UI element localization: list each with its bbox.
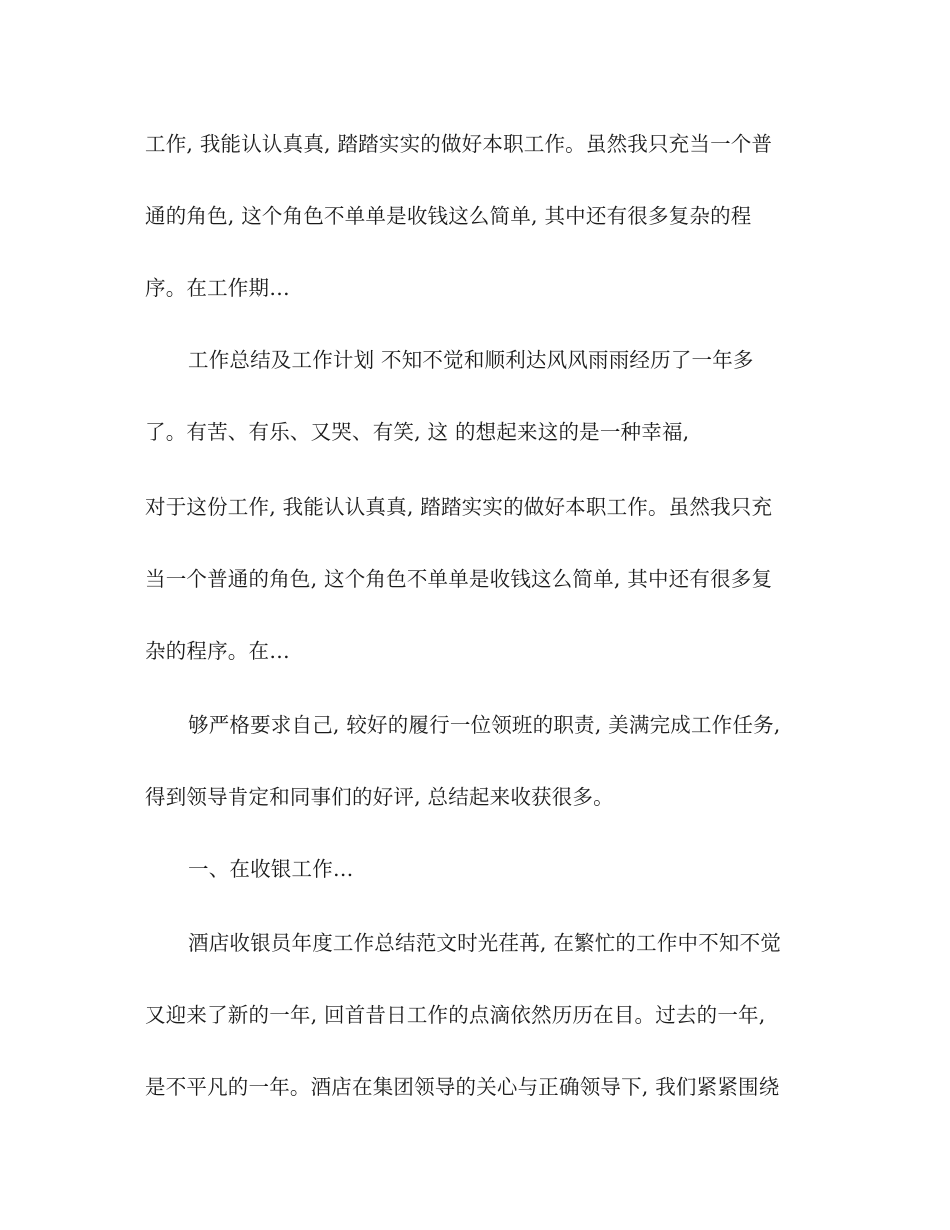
paragraph-line-9: 够严格要求自己, 较好的履行一位领班的职责, 美满完成工作任务, <box>188 713 781 737</box>
text-line-7: 当一个普通的角色, 这个角色不单单是收钱这么简单, 其中还有很多复 <box>145 567 773 591</box>
paragraph-line-4: 工作总结及工作计划 不知不觉和顺利达风风雨雨经历了一年多 <box>188 348 754 372</box>
text-line-14: 是不平凡的一年。酒店在集团领导的关心与正确领导下, 我们紧紧围绕 <box>145 1075 780 1099</box>
paragraph-line-11: 一、在收银工作… <box>188 857 354 881</box>
text-line-3: 序。在工作期… <box>145 276 290 300</box>
text-line-13: 又迎来了新的一年, 回首昔日工作的点滴依然历历在目。过去的一年, <box>145 1003 766 1027</box>
text-line-5: 了。有苦、有乐、又哭、有笑, 这 的想起来这的是一种幸福, <box>145 420 690 444</box>
text-line-10: 得到领导肯定和同事们的好评, 总结起来收获很多。 <box>145 785 614 809</box>
text-line-1: 工作, 我能认认真真, 踏踏实实的做好本职工作。虽然我只充当一个普 <box>145 132 773 156</box>
text-line-2: 通的角色, 这个角色不单单是收钱这么简单, 其中还有很多复杂的程 <box>145 204 752 228</box>
text-line-6: 对于这份工作, 我能认认真真, 踏踏实实的做好本职工作。虽然我只充 <box>145 495 773 519</box>
text-line-8: 杂的程序。在… <box>145 639 290 663</box>
paragraph-line-12: 酒店收银员年度工作总结范文时光荏苒, 在繁忙的工作中不知不觉 <box>188 931 782 955</box>
